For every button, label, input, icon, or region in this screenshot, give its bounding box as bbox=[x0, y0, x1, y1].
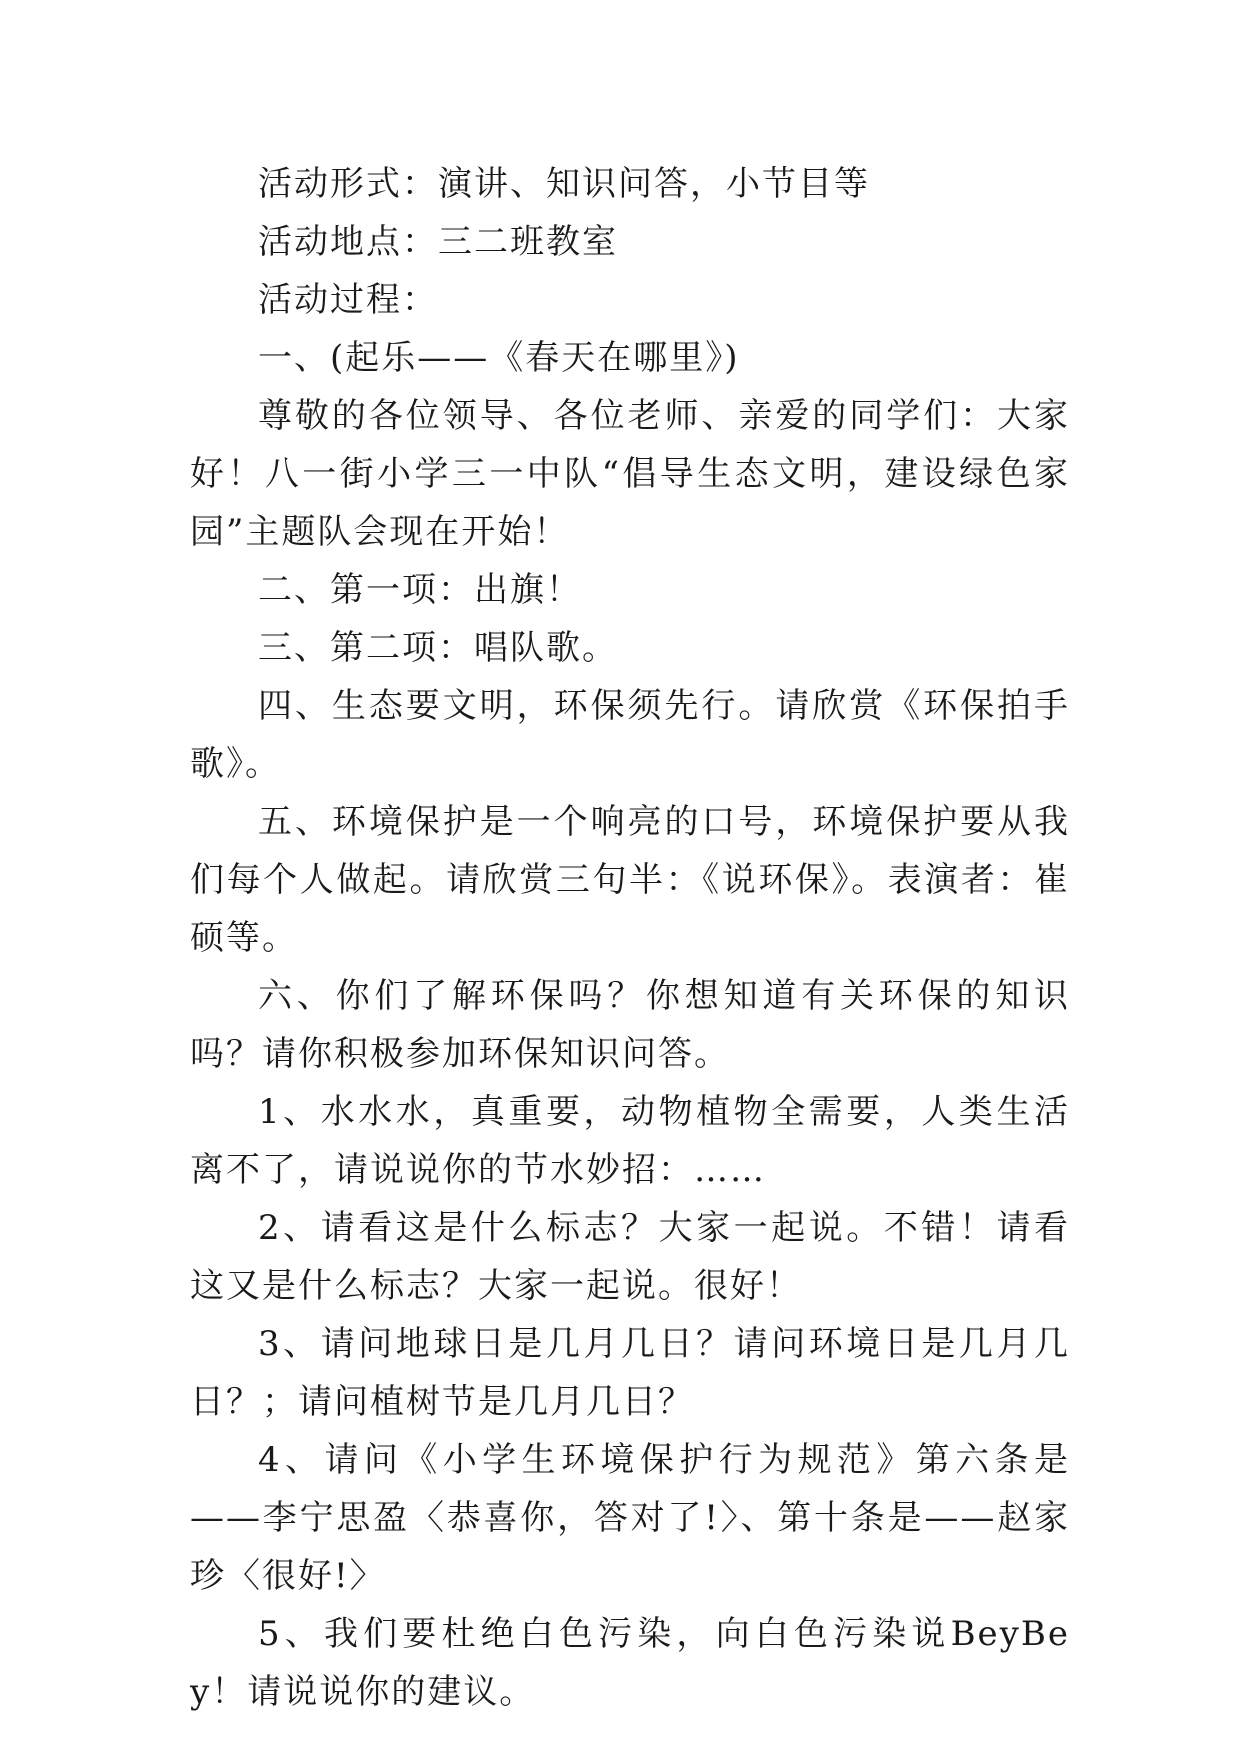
paragraph-question-2: 2、请看这是什么标志？大家一起说。不错！请看这又是什么标志？大家一起说。很好！ bbox=[190, 1208, 1070, 1306]
paragraph-question-3: 3、请问地球日是几月几日？请问环境日是几月几日？；请问植树节是几月几日？ bbox=[190, 1324, 1070, 1422]
paragraph-step-4: 四、生态要文明，环保须先行。请欣赏《环保拍手歌》。 bbox=[190, 686, 1070, 784]
paragraph-step-6: 六、你们了解环保吗？你想知道有关环保的知识吗？请你积极参加环保知识问答。 bbox=[190, 976, 1070, 1074]
paragraph-step-1: 一、(起乐——《春天在哪里》) bbox=[258, 338, 740, 378]
paragraph-question-1: 1、水水水，真重要，动物植物全需要，人类生活离不了，请说说你的节水妙招：…… bbox=[190, 1092, 1070, 1190]
document-body bbox=[190, 155, 1070, 1721]
paragraph-step-2: 二、第一项：出旗！ bbox=[258, 570, 582, 610]
paragraph-question-4: 4、请问《小学生环境保护行为规范》第六条是——李宁思盈〈恭喜你，答对了!〉、第十条是——赵家珍〈很好!〉 bbox=[190, 1440, 1070, 1596]
paragraph-greeting: 尊敬的各位领导、各位老师、亲爱的同学们：大家好！八一街小学三一中队“倡导生态文明，建设绿色家园”主题队会现在开始！ bbox=[190, 396, 1070, 552]
paragraph-activity-form: 活动形式：演讲、知识问答，小节目等 bbox=[258, 164, 870, 204]
paragraph-activity-location: 活动地点：三二班教室 bbox=[258, 222, 618, 262]
paragraph-activity-process: 活动过程： bbox=[258, 280, 438, 320]
paragraph-step-3: 三、第二项：唱队歌。 bbox=[258, 628, 618, 668]
paragraph-step-5: 五、环境保护是一个响亮的口号，环境保护要从我们每个人做起。请欣赏三句半：《说环保》。表演者：崔硕等。 bbox=[190, 802, 1070, 958]
paragraph-question-5: 5、我们要杜绝白色污染，向白色污染说BeyBey！请说说你的建议。 bbox=[190, 1614, 1070, 1712]
